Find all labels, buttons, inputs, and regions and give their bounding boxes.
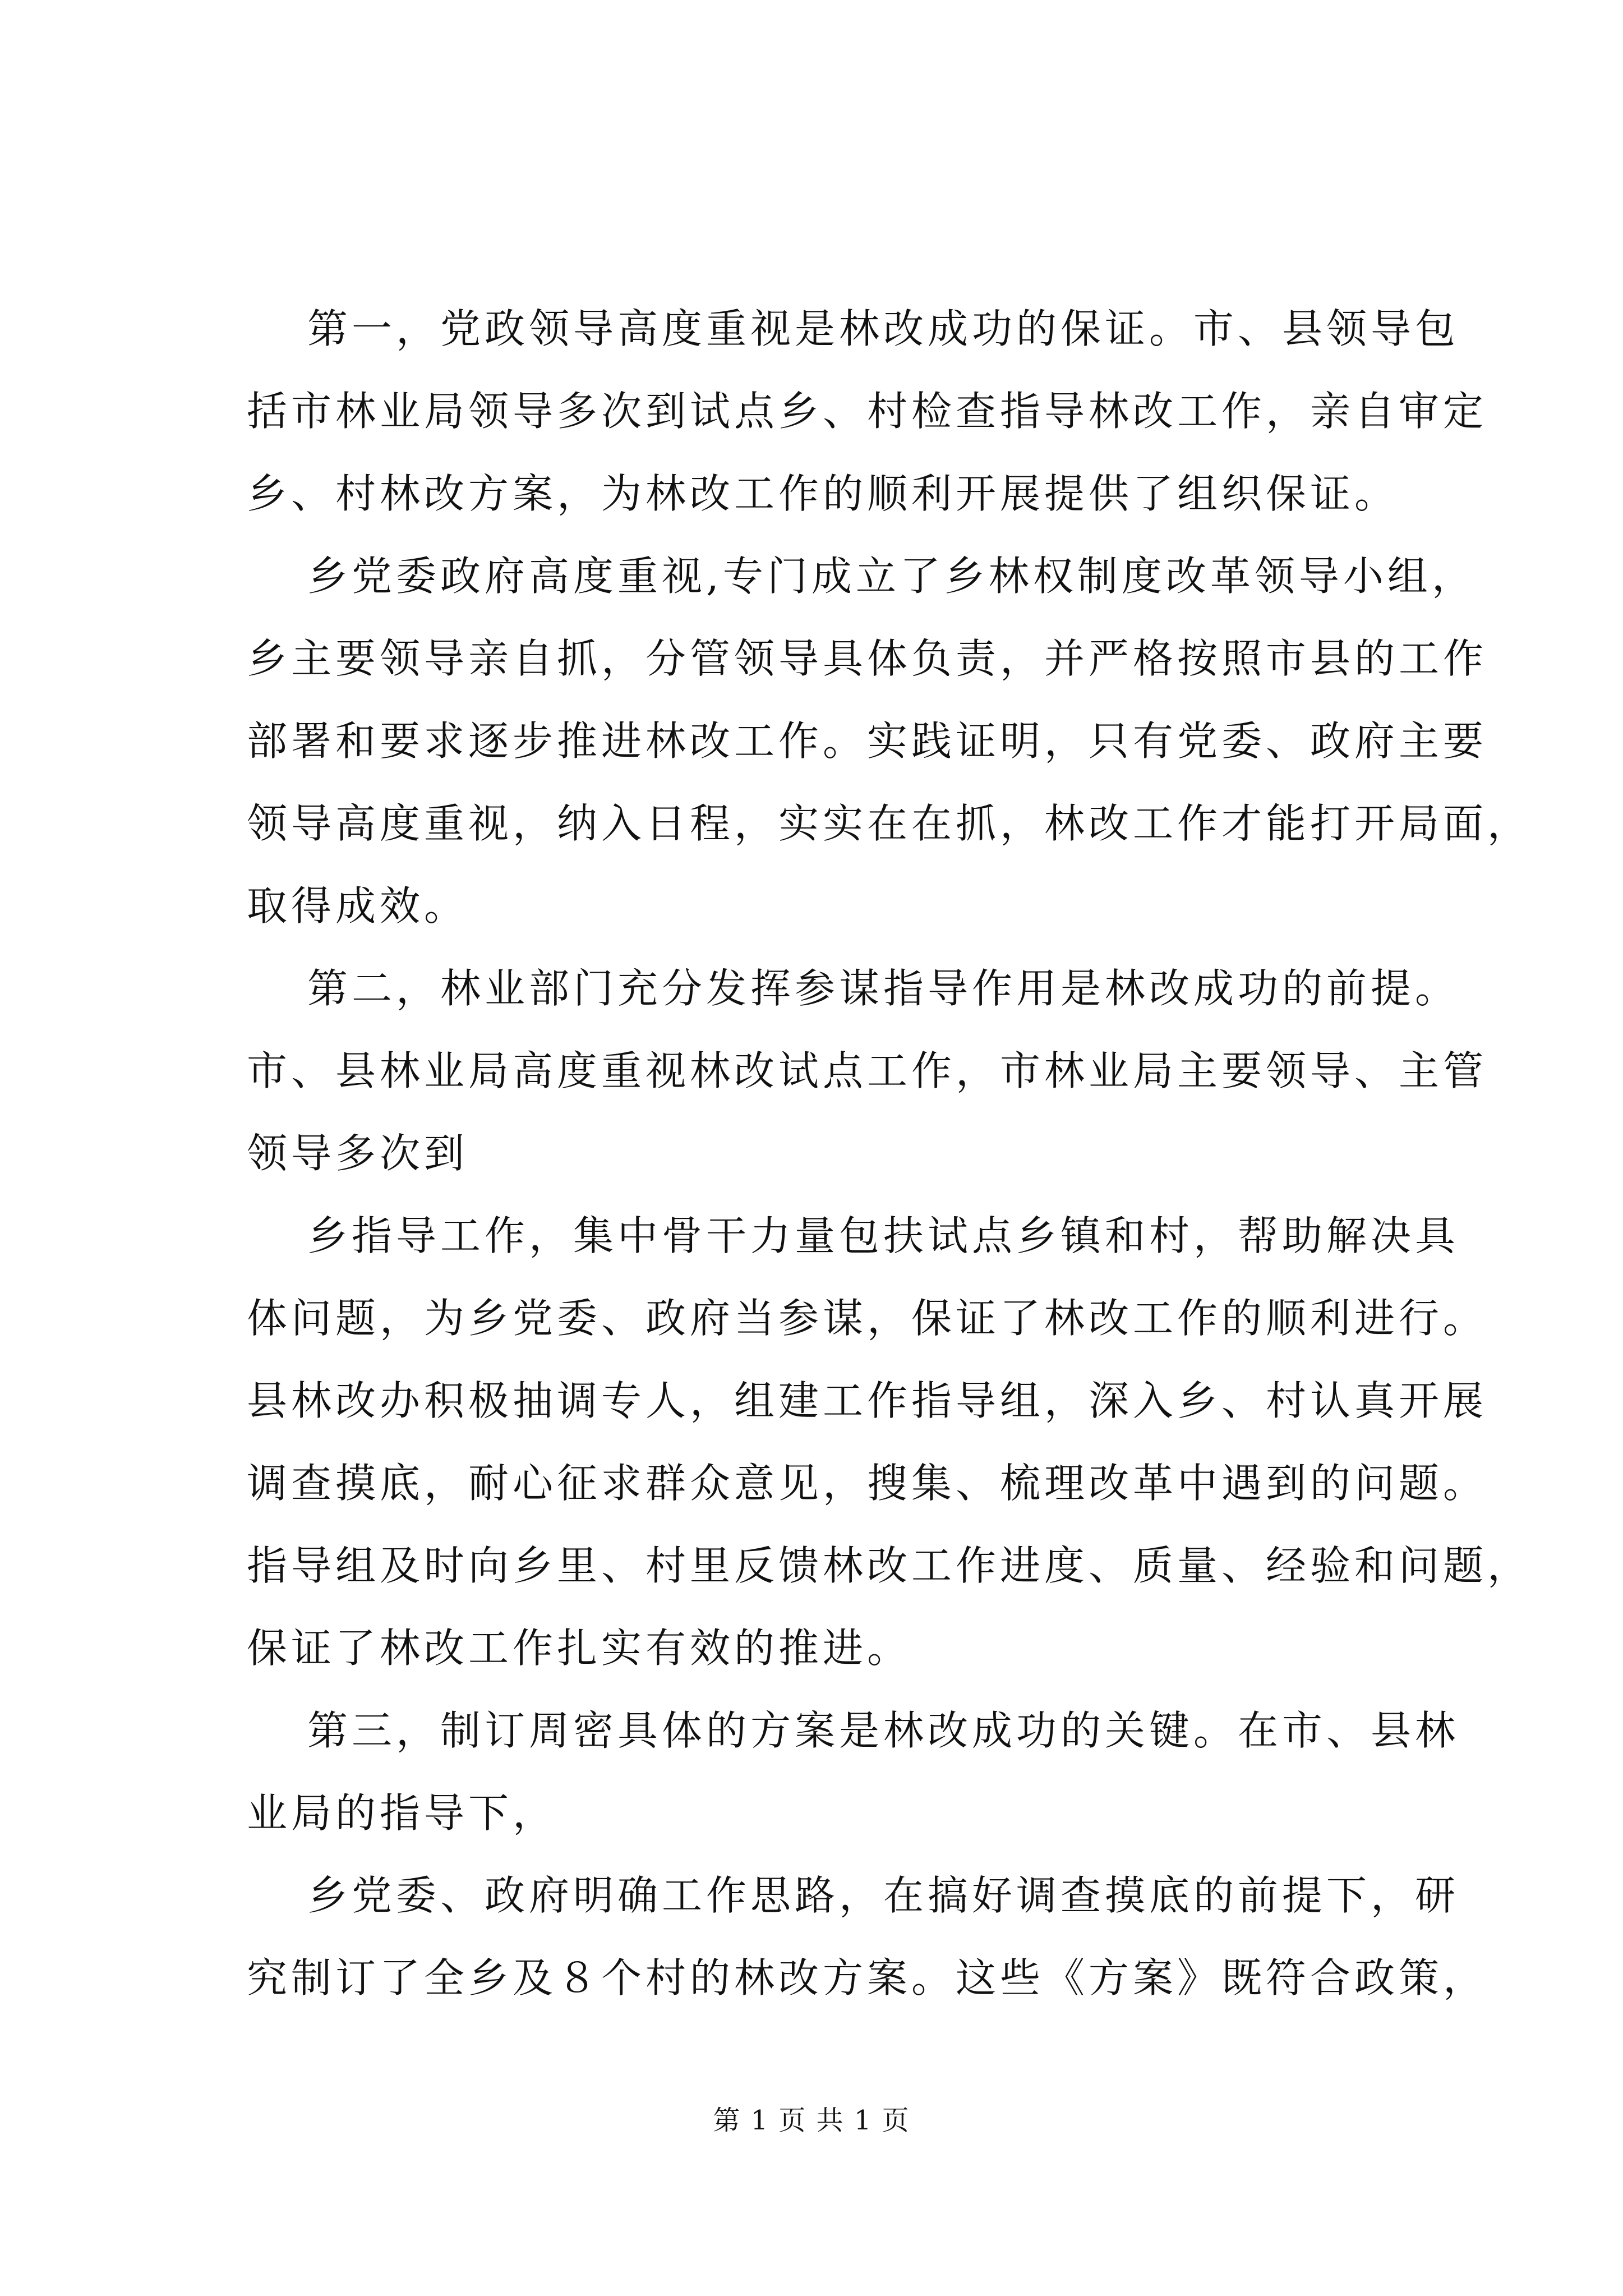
paragraph-2-line-1: 乡党委政府高度重视,专门成立了乡林权制度改革领导小组， (307, 553, 1476, 600)
paragraph-4-line-1: 乡指导工作，集中骨干力量包扶试点乡镇和村，帮助解决具 (307, 1212, 1460, 1259)
paragraph-2-line-2: 乡主要领导亲自抓，分管领导具体负责，并严格按照市县的工作 (247, 635, 1488, 682)
paragraph-4-line-5: 指导组及时向乡里、村里反馈林改工作进度、质量、经验和问题， (247, 1542, 1532, 1589)
paragraph-4-line-6: 保证了林改工作扎实有效的推进。 (247, 1625, 912, 1672)
paragraph-4-line-2: 体问题，为乡党委、政府当参谋，保证了林改工作的顺利进行。 (247, 1295, 1488, 1342)
paragraph-1-line-1: 第一，党政领导高度重视是林改成功的保证。市、县领导包 (307, 305, 1460, 352)
paragraph-6-line-2: 究制订了全乡及８个村的林改方案。这些《方案》既符合政策， (247, 1954, 1488, 2001)
paragraph-3-line-2: 市、县林业局高度重视林改试点工作，市林业局主要领导、主管 (247, 1047, 1488, 1094)
page-footer: 第 1 页 共 1 页 (713, 2105, 910, 2136)
paragraph-1-line-3: 乡、村林改方案，为林改工作的顺利开展提供了组织保证。 (247, 470, 1399, 517)
paragraph-5-line-2: 业局的指导下， (247, 1789, 557, 1837)
paragraph-4-line-4: 调查摸底，耐心征求群众意见，搜集、梳理改革中遇到的问题。 (247, 1460, 1488, 1507)
paragraph-4-line-3: 县林改办积极抽调专人，组建工作指导组，深入乡、村认真开展 (247, 1377, 1488, 1424)
paragraph-1-line-2: 括市林业局领导多次到试点乡、村检查指导林改工作，亲自审定 (247, 388, 1488, 435)
paragraph-2-line-5: 取得成效。 (247, 882, 469, 930)
paragraph-5-line-1: 第三，制订周密具体的方案是林改成功的关键。在市、县林 (307, 1707, 1460, 1754)
paragraph-3-line-3: 领导多次到 (247, 1130, 469, 1177)
paragraph-2-line-3: 部署和要求逐步推进林改工作。实践证明，只有党委、政府主要 (247, 717, 1488, 765)
paragraph-6-line-1: 乡党委、政府明确工作思路，在搞好调查摸底的前提下，研 (307, 1872, 1460, 1919)
paragraph-2-line-4: 领导高度重视，纳入日程，实实在在抓，林改工作才能打开局面， (247, 800, 1532, 847)
paragraph-3-line-1: 第二，林业部门充分发挥参谋指导作用是林改成功的前提。 (307, 965, 1460, 1012)
